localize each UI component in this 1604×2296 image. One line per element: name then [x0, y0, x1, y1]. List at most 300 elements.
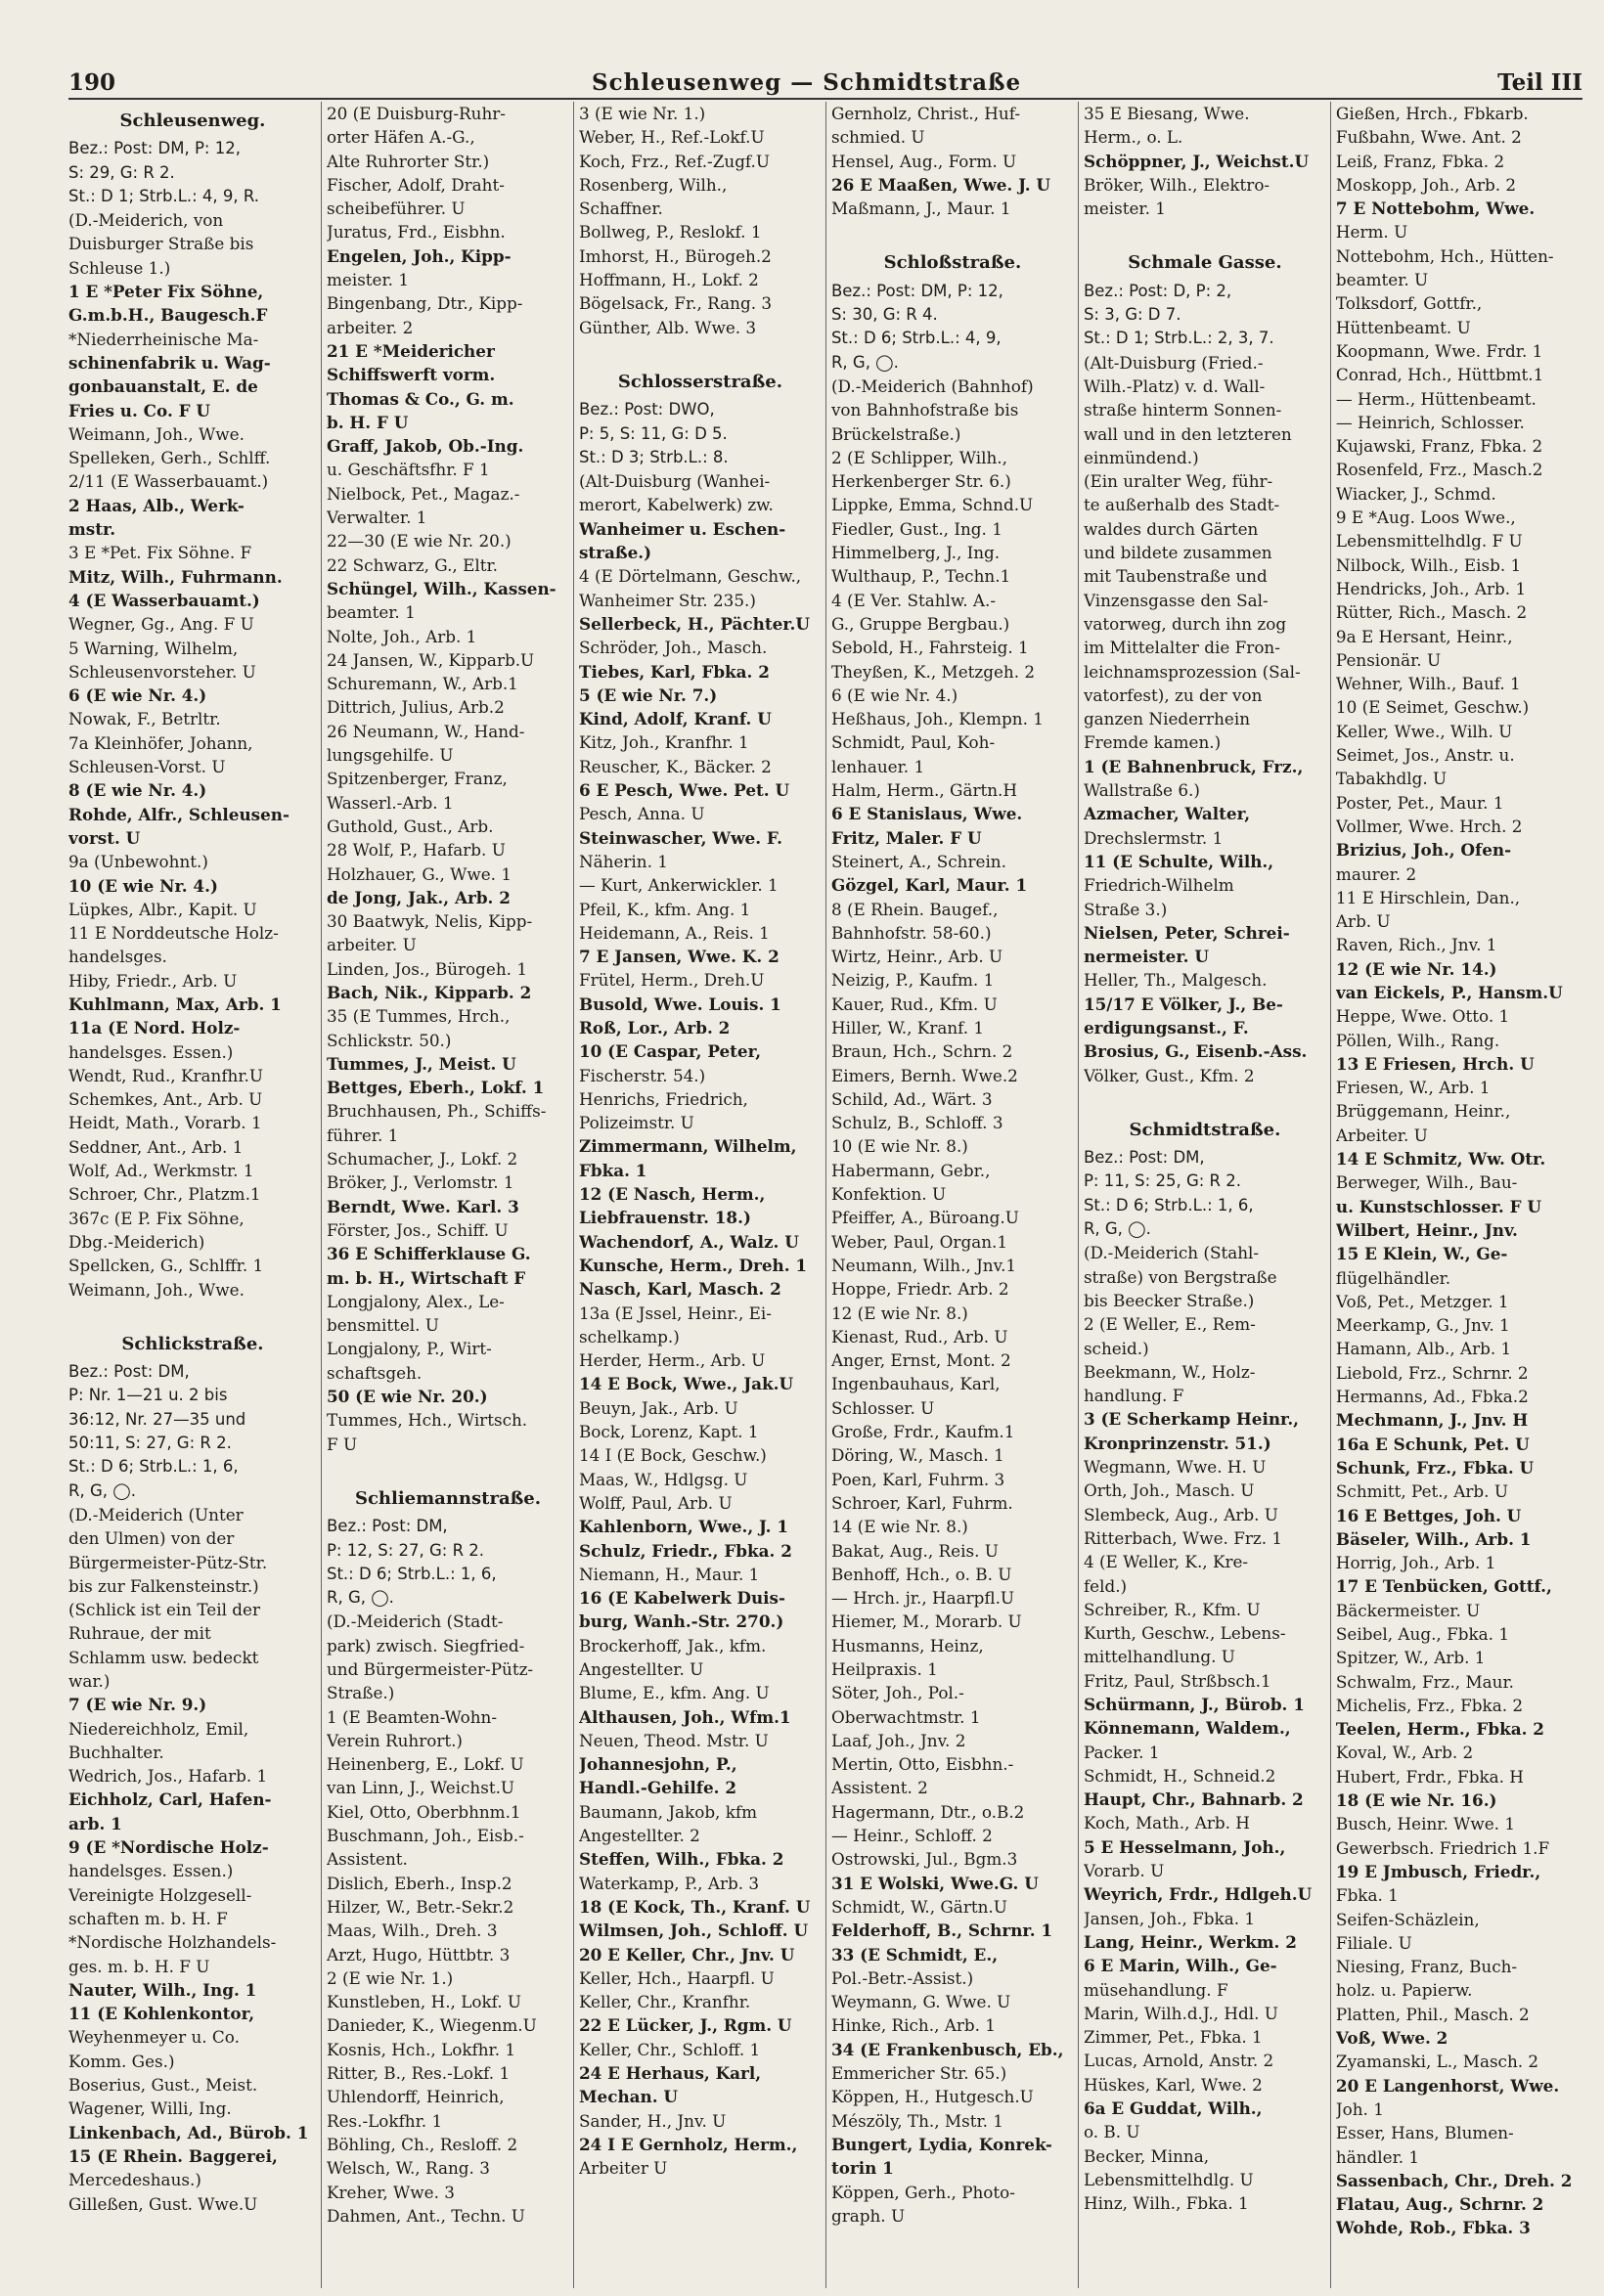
- directory-line: Schemkes, Ant., Arb. U: [68, 1089, 263, 1110]
- directory-line: F U: [326, 1434, 358, 1454]
- directory-line: Bez.: Post: DM, P: 12,: [830, 281, 1003, 300]
- directory-line: Braun, Hch., Schrn. 2: [830, 1041, 1013, 1062]
- directory-line: Wasserl.-Arb. 1: [326, 792, 454, 813]
- directory-line: Pol.-Betr.-Assist.): [830, 1967, 974, 1988]
- directory-line: Rosenberg, Wilh.,: [578, 174, 728, 195]
- directory-line: Pöllen, Wilh., Rang.: [1335, 1030, 1500, 1050]
- directory-line: Schulz, Friedr., Fbka. 2: [578, 1540, 792, 1561]
- directory-line: Hüskes, Karl, Wwe. 2: [1083, 2074, 1263, 2095]
- directory-line: Mercedeshaus.): [68, 2170, 201, 2190]
- directory-line: Mészöly, Th., Mstr. 1: [830, 2110, 1003, 2131]
- column-3: [573, 102, 825, 2288]
- directory-line: 9 (E *Nordische Holz-: [68, 1837, 269, 1858]
- directory-line: Brückelstraße.): [830, 423, 961, 444]
- directory-line: Hiller, W., Kranf. 1: [830, 1017, 985, 1038]
- directory-line: 2 (E wie Nr. 1.): [326, 1967, 454, 1988]
- directory-line: (D.-Meiderich (Bahnhof): [830, 375, 1034, 396]
- directory-columns: [68, 102, 1582, 2288]
- directory-line: Leiß, Franz, Fbka. 2: [1335, 151, 1505, 171]
- directory-line: Wedrich, Jos., Hafarb. 1: [68, 1766, 268, 1787]
- directory-line: Wilbert, Heinr., Jnv.: [1335, 1219, 1518, 1240]
- directory-line: schaften m. b. H. F: [68, 1908, 228, 1928]
- directory-line: Spitzer, W., Arb. 1: [1335, 1648, 1486, 1668]
- directory-line: Nilbock, Wilh., Eisb. 1: [1335, 554, 1522, 575]
- directory-line: St.: D 6; Strb.L.: 1, 6,: [68, 1457, 239, 1477]
- directory-line: Longjalony, Alex., Le-: [326, 1291, 505, 1311]
- directory-line: 36:12, Nr. 27—35 und: [68, 1409, 246, 1429]
- directory-line: Voß, Wwe. 2: [1335, 2028, 1448, 2049]
- directory-line: merort, Kabelwerk) zw.: [578, 495, 774, 515]
- directory-line: 7 E Nottebohm, Wwe.: [1335, 199, 1536, 219]
- directory-line: Pesch, Anna. U: [578, 804, 705, 824]
- directory-line: Gözgel, Karl, Maur. 1: [830, 875, 1028, 896]
- directory-line: Zimmer, Pet., Fbka. 1: [1083, 2027, 1263, 2048]
- directory-line: 2/11 (E Wasserbauamt.): [68, 471, 269, 492]
- directory-line: 1 (E Bahnenbruck, Frz.,: [1083, 756, 1304, 776]
- directory-line: Hagermann, Dtr., o.B.2: [830, 1801, 1025, 1822]
- directory-line: Köppen, H., Hutgesch.U: [830, 2087, 1034, 2107]
- street-heading: Schmidtstraße.: [1129, 1119, 1281, 1140]
- directory-line: Schlickstr. 50.): [326, 1030, 452, 1050]
- directory-line: Hensel, Aug., Form. U: [830, 151, 1017, 171]
- street-heading: Schloßstraße.: [883, 252, 1022, 274]
- directory-line: Schmidt, W., Gärtn.U: [830, 1896, 1007, 1917]
- directory-line: Wegner, Gg., Ang. F U: [68, 614, 254, 635]
- directory-line: Hiby, Friedr., Arb. U: [68, 970, 238, 991]
- directory-line: Waterkamp, P., Arb. 3: [578, 1873, 760, 1893]
- directory-line: Conrad, Hch., Hüttbmt.1: [1335, 365, 1544, 385]
- directory-line: Dislich, Eberh., Insp.2: [326, 1873, 512, 1893]
- directory-line: Keller, Hch., Haarpfl. U: [578, 1967, 775, 1988]
- directory-line: m. b. H., Wirtschaft F: [326, 1267, 526, 1288]
- directory-line: 1 (E Beamten-Wohn-: [326, 1706, 498, 1727]
- directory-line: Sellerbeck, H., Pächter.U: [578, 613, 811, 634]
- directory-line: Herm. U: [1335, 222, 1408, 243]
- directory-line: Filiale. U: [1335, 1932, 1412, 1953]
- directory-line: u. Kunstschlosser. F U: [1335, 1196, 1542, 1216]
- directory-line: Ruhraue, der mit: [68, 1623, 211, 1644]
- directory-line: St.: D 1; Strb.L.: 4, 9, R.: [68, 186, 260, 205]
- directory-line: Engelen, Joh., Kipp-: [326, 245, 512, 266]
- directory-line: 50:11, S: 27, G: R 2.: [68, 1434, 232, 1453]
- directory-line: 9a E Hersant, Heinr.,: [1335, 626, 1513, 646]
- directory-line: Fischerstr. 54.): [578, 1065, 706, 1085]
- directory-line: Keller, Wwe., Wilh. U: [1335, 721, 1513, 741]
- directory-line: Res.-Lokfhr. 1: [326, 2110, 443, 2131]
- directory-line: Assistent. 2: [830, 1778, 928, 1798]
- directory-line: 24 Jansen, W., Kipparb.U: [326, 649, 535, 670]
- directory-line: Laaf, Joh., Jnv. 2: [830, 1730, 966, 1750]
- directory-line: 36 E Schifferklause G.: [326, 1244, 531, 1264]
- directory-line: Raven, Rich., Jnv. 1: [1335, 935, 1497, 955]
- directory-line: Bürgermeister-Pütz-Str.: [68, 1552, 268, 1572]
- directory-line: Hoffmann, H., Lokf. 2: [578, 270, 759, 290]
- directory-line: — Heinr., Schloff. 2: [830, 1826, 993, 1846]
- directory-line: Hubert, Frdr., Fbka. H: [1335, 1766, 1524, 1787]
- street-heading: Schlosserstraße.: [617, 371, 782, 392]
- directory-line: de Jong, Jak., Arb. 2: [326, 887, 511, 907]
- directory-line: Bettges, Eberh., Lokf. 1: [326, 1078, 545, 1098]
- directory-line: Fußbahn, Wwe. Ant. 2: [1335, 127, 1522, 148]
- spacer: [327, 1456, 569, 1479]
- directory-line: R, G, ◯.: [68, 1480, 136, 1500]
- directory-line: Becker, Minna,: [1083, 2145, 1210, 2166]
- directory-line: St.: D 6; Strb.L.: 1, 6,: [326, 1564, 497, 1583]
- directory-line: Heßhaus, Joh., Klempn. 1: [830, 709, 1044, 729]
- directory-line: Kind, Adolf, Kranf. U: [578, 709, 772, 729]
- directory-line: Maßmann, J., Maur. 1: [830, 199, 1011, 219]
- directory-line: Polizeimstr. U: [578, 1113, 694, 1133]
- directory-line: Spellcken, G., Schlffr. 1: [68, 1256, 264, 1276]
- column-2: [321, 102, 573, 2288]
- directory-line: bis Beecker Straße.): [1083, 1290, 1255, 1310]
- directory-line: Juratus, Frd., Eisbhn.: [326, 222, 506, 243]
- directory-line: 22 E Lücker, J., Rgm. U: [578, 2015, 792, 2036]
- directory-line: Kurth, Geschw., Lebens-: [1083, 1623, 1286, 1644]
- directory-line: Kuhlmann, Max, Arb. 1: [68, 993, 282, 1014]
- directory-line: Tolksdorf, Gottfr.,: [1335, 293, 1483, 314]
- directory-line: Schleusenvorsteher. U: [68, 661, 256, 682]
- directory-line: 15/17 E Völker, J., Be-: [1083, 993, 1283, 1014]
- directory-line: Angestellter. 2: [578, 1826, 700, 1846]
- directory-line: 4 (E Dörtelmann, Geschw.,: [578, 566, 802, 587]
- directory-line: Sebold, H., Fahrsteig. 1: [830, 638, 1029, 658]
- directory-line: schelkamp.): [578, 1326, 680, 1347]
- directory-line: 20 E Langenhorst, Wwe.: [1335, 2075, 1560, 2096]
- directory-line: Blume, E., kfm. Ang. U: [578, 1683, 770, 1703]
- directory-line: handelsges. Essen.): [68, 1861, 234, 1881]
- directory-line: 10 (E wie Nr. 4.): [68, 875, 218, 896]
- directory-line: 7 (E wie Nr. 9.): [68, 1695, 207, 1715]
- directory-line: Bröker, Wilh., Elektro-: [1083, 174, 1270, 195]
- directory-line: Alte Ruhrorter Str.): [326, 151, 490, 171]
- directory-line: Bungert, Lydia, Konrek-: [830, 2134, 1052, 2154]
- directory-line: maurer. 2: [1335, 863, 1417, 884]
- directory-line: 4 (E Weller, K., Kre-: [1083, 1552, 1249, 1572]
- directory-line: R, G, ◯.: [830, 352, 899, 372]
- directory-line: — Herm., Hüttenbeamt.: [1335, 388, 1537, 409]
- directory-line: 2 (E Schlipper, Wilh.,: [830, 447, 1007, 467]
- directory-line: St.: D 6; Strb.L.: 4, 9,: [830, 329, 1002, 348]
- directory-line: Michelis, Frz., Fbka. 2: [1335, 1695, 1524, 1715]
- spacer: [68, 1302, 317, 1325]
- directory-line: Bruchhausen, Ph., Schiffs-: [326, 1101, 547, 1122]
- directory-line: schaftsgeh.: [326, 1362, 423, 1383]
- directory-line: Weimann, Joh., Wwe.: [68, 1279, 245, 1300]
- directory-line: Nielbock, Pet., Magaz.-: [326, 483, 520, 504]
- directory-line: Wanheimer u. Eschen-: [578, 518, 786, 539]
- directory-line: o. B. U: [1083, 2122, 1140, 2142]
- directory-line: Husmanns, Heinz,: [830, 1635, 984, 1656]
- directory-line: Fritz, Maler. F U: [830, 827, 982, 848]
- directory-line: Lebensmittelhdlg. F U: [1335, 531, 1523, 552]
- directory-line: vatorweg, durch ihn zog: [1083, 613, 1287, 634]
- directory-line: Joh. 1: [1335, 2098, 1384, 2119]
- directory-line: van Eickels, P., Hansm.U: [1335, 982, 1563, 1002]
- directory-line: 6 E Stanislaus, Wwe.: [830, 804, 1023, 824]
- directory-line: 3 (E wie Nr. 1.): [578, 104, 706, 123]
- directory-line: Schwalm, Frz., Maur.: [1335, 1671, 1514, 1692]
- directory-line: 6 (E wie Nr. 4.): [830, 684, 958, 705]
- directory-line: St.: D 6; Strb.L.: 1, 6,: [1083, 1195, 1254, 1214]
- directory-line: Köppen, Gerh., Photo-: [830, 2182, 1015, 2202]
- directory-line: Welsch, W., Rang. 3: [326, 2158, 490, 2179]
- directory-line: Assistent.: [326, 1849, 408, 1870]
- directory-line: graph. U: [830, 2205, 906, 2226]
- directory-line: P: Nr. 1—21 u. 2 bis: [68, 1386, 228, 1405]
- directory-line: Baumann, Jakob, kfm: [578, 1801, 758, 1822]
- directory-line: Lang, Heinr., Werkm. 2: [1083, 1931, 1297, 1952]
- directory-line: müsehandlung. F: [1083, 1979, 1228, 2000]
- directory-line: Orth, Joh., Masch. U: [1083, 1480, 1255, 1501]
- directory-line: Bock, Lorenz, Kapt. 1: [578, 1422, 759, 1442]
- directory-line: Schulz, B., Schloff. 3: [830, 1113, 1003, 1133]
- directory-line: waldes durch Gärten: [1083, 518, 1259, 539]
- directory-line: Maas, W., Hdlgsg. U: [578, 1469, 748, 1489]
- directory-line: beamter. 1: [326, 602, 416, 623]
- directory-line: Mitz, Wilh., Fuhrmann.: [68, 566, 283, 587]
- directory-line: 15 (E Rhein. Baggerei,: [68, 2145, 278, 2166]
- directory-line: Nauter, Wilh., Ing. 1: [68, 1979, 257, 2000]
- directory-line: Koch, Frz., Ref.-Zugf.U: [578, 151, 771, 171]
- directory-line: Heilpraxis. 1: [830, 1659, 938, 1679]
- directory-line: Herder, Herm., Arb. U: [578, 1350, 766, 1371]
- directory-line: Jansen, Joh., Fbka. 1: [1083, 1908, 1256, 1928]
- directory-line: Kosnis, Hch., Lokfhr. 1: [326, 2039, 516, 2059]
- directory-line: 16a E Schunk, Pet. U: [1335, 1434, 1530, 1454]
- directory-line: Buchhalter.: [68, 1742, 164, 1762]
- directory-line: 14 E Bock, Wwe., Jak.U: [578, 1374, 794, 1394]
- directory-line: Niesing, Franz, Buch-: [1335, 1957, 1518, 1977]
- directory-line: Sassenbach, Chr., Dreh. 2: [1335, 2170, 1573, 2190]
- directory-line: Roß, Lor., Arb. 2: [578, 1017, 731, 1038]
- directory-line: den Ulmen) von der: [68, 1528, 235, 1549]
- directory-line: Moskopp, Joh., Arb. 2: [1335, 174, 1517, 195]
- directory-line: Frütel, Herm., Dreh.U: [578, 970, 765, 991]
- directory-line: Marin, Wilh.d.J., Hdl. U: [1083, 2003, 1278, 2023]
- directory-line: meister. 1: [1083, 199, 1166, 219]
- directory-line: Mertin, Otto, Eisbhn.-: [830, 1754, 1014, 1775]
- directory-line: Nielsen, Peter, Schrei-: [1083, 922, 1290, 943]
- directory-line: Schröder, Joh., Masch.: [578, 638, 768, 658]
- directory-line: 34 (E Frankenbusch, Eb.,: [830, 2039, 1064, 2059]
- directory-line: 11a (E Nord. Holz-: [68, 1018, 241, 1038]
- directory-line: Neuen, Theod. Mstr. U: [578, 1730, 769, 1750]
- directory-line: Fries u. Co. F U: [68, 400, 211, 420]
- directory-line: bensmittel. U: [326, 1315, 439, 1336]
- directory-line: Beuyn, Jak., Arb. U: [578, 1397, 738, 1418]
- directory-line: Bakat, Aug., Reis. U: [830, 1540, 999, 1561]
- directory-line: Gießen, Hrch., Fbkarb.: [1335, 104, 1529, 123]
- directory-line: Vorarb. U: [1083, 1861, 1165, 1881]
- directory-line: Bahnhofstr. 58-60.): [830, 922, 992, 943]
- directory-line: Kauer, Rud., Kfm. U: [830, 993, 998, 1014]
- directory-line: Linkenbach, Ad., Bürob. 1: [68, 2122, 309, 2142]
- directory-line: 6 E Marin, Wilh., Ge-: [1083, 1956, 1277, 1976]
- directory-line: 12 (E Nasch, Herm.,: [578, 1184, 766, 1205]
- directory-line: b. H. F U: [326, 412, 409, 432]
- directory-line: 367c (E P. Fix Söhne,: [68, 1208, 245, 1228]
- directory-line: Arbeiter. U: [1335, 1125, 1428, 1145]
- directory-line: leichnamsprozession (Sal-: [1083, 661, 1301, 682]
- directory-line: Voß, Pet., Metzger. 1: [1335, 1291, 1509, 1311]
- directory-line: Lebensmittelhdlg. U: [1083, 2169, 1254, 2189]
- directory-line: 26 E Maaßen, Wwe. J. U: [830, 174, 1051, 195]
- directory-line: Dahmen, Ant., Techn. U: [326, 2205, 525, 2226]
- directory-line: Busold, Wwe. Louis. 1: [578, 993, 781, 1014]
- directory-line: lenhauer. 1: [830, 756, 925, 776]
- directory-line: Schlosser. U: [830, 1397, 935, 1418]
- directory-line: Schild, Ad., Wärt. 3: [830, 1088, 993, 1109]
- directory-line: Niedereichholz, Emil,: [68, 1718, 249, 1739]
- directory-line: Weyrich, Frdr., Hdlgeh.U: [1083, 1884, 1313, 1905]
- directory-line: Arb. U: [1335, 911, 1391, 932]
- directory-line: Ritterbach, Wwe. Frz. 1: [1083, 1527, 1283, 1548]
- directory-line: Heidt, Math., Vorarb. 1: [68, 1113, 262, 1133]
- directory-line: 26 Neumann, W., Hand-: [326, 721, 525, 741]
- directory-line: park) zwisch. Siegfried-: [326, 1635, 525, 1656]
- directory-line: Fbka. 1: [578, 1160, 647, 1180]
- directory-line: 13a (E Jssel, Heinr., Ei-: [578, 1303, 772, 1323]
- directory-line: einmündend.): [1083, 447, 1199, 467]
- directory-line: Seimet, Jos., Anstr. u.: [1335, 745, 1515, 766]
- directory-line: 20 (E Duisburg-Ruhr-: [326, 104, 506, 123]
- directory-line: Zyamanski, L., Masch. 2: [1335, 2052, 1539, 2072]
- directory-line: vatorfest), zu der von: [1083, 684, 1263, 705]
- directory-line: 5 Warning, Wilhelm,: [68, 638, 239, 658]
- directory-line: Herm., o. L.: [1083, 127, 1183, 148]
- directory-line: Bäseler, Wilh., Arb. 1: [1335, 1528, 1532, 1549]
- directory-line: Wirtz, Heinr., Arb. U: [830, 947, 1003, 967]
- directory-line: Teelen, Herm., Fbka. 2: [1335, 1719, 1544, 1740]
- directory-line: meister. 1: [326, 270, 410, 290]
- directory-line: P: 11, S: 25, G: R 2.: [1083, 1171, 1241, 1191]
- directory-line: Poster, Pet., Maur. 1: [1335, 792, 1504, 813]
- directory-line: (Ein uralter Weg, führ-: [1083, 471, 1273, 492]
- directory-line: (Alt-Duisburg (Fried.-: [1083, 352, 1264, 373]
- directory-line: Pfeil, K., kfm. Ang. 1: [578, 899, 751, 919]
- directory-line: handlung. F: [1083, 1386, 1184, 1406]
- directory-line: Schiffswerft vorm.: [326, 365, 496, 385]
- directory-line: Busch, Heinr. Wwe. 1: [1335, 1814, 1516, 1834]
- directory-line: beamter. U: [1335, 270, 1429, 290]
- directory-line: Hermanns, Ad., Fbka.2: [1335, 1387, 1529, 1407]
- directory-line: Theyßen, K., Metzgeh. 2: [830, 661, 1036, 682]
- directory-line: 6 (E wie Nr. 4.): [68, 685, 207, 706]
- directory-line: Schroer, Karl, Fuhrm.: [830, 1492, 1013, 1513]
- directory-line: Schreiber, R., Kfm. U: [1083, 1599, 1261, 1619]
- directory-line: Zimmermann, Wilhelm,: [578, 1136, 797, 1157]
- directory-line: 11 E Hirschlein, Dan.,: [1335, 887, 1521, 907]
- directory-line: Vereinigte Holzgesell-: [68, 1884, 252, 1905]
- directory-line: *Niederrheinische Ma-: [68, 329, 259, 349]
- directory-line: Eimers, Bernh. Wwe.2: [830, 1065, 1018, 1085]
- directory-line: Hinke, Rich., Arb. 1: [830, 2015, 996, 2036]
- column-6: [1330, 102, 1582, 2288]
- directory-line: Ritter, B., Res.-Lokf. 1: [326, 2063, 511, 2084]
- directory-line: Bögelsack, Fr., Rang. 3: [578, 293, 773, 314]
- directory-line: Nasch, Karl, Masch. 2: [578, 1279, 781, 1300]
- directory-line: Schuremann, W., Arb.1: [326, 674, 518, 694]
- directory-line: 3 (E Scherkamp Heinr.,: [1083, 1409, 1300, 1430]
- directory-line: 4 (E Wasserbauamt.): [68, 590, 260, 610]
- directory-line: 24 I E Gernholz, Herm.,: [578, 2134, 798, 2154]
- directory-line: Tummes, J., Meist. U: [326, 1053, 516, 1074]
- street-heading: Schleusenweg.: [119, 110, 266, 131]
- directory-line: Könnemann, Waldem.,: [1083, 1718, 1291, 1739]
- directory-line: 18 (E Kock, Th., Kranf. U: [578, 1896, 811, 1917]
- directory-line: 7a Kleinhöfer, Johann,: [68, 732, 253, 753]
- directory-line: Weymann, G. Wwe. U: [830, 1992, 1011, 2012]
- directory-line: Anger, Ernst, Mont. 2: [830, 1350, 1011, 1371]
- directory-line: Komm. Ges.): [68, 2051, 175, 2071]
- directory-line: Konfektion. U: [830, 1184, 947, 1205]
- directory-line: Hilzer, W., Betr.-Sekr.2: [326, 1896, 514, 1917]
- directory-line: Pfeiffer, A., Büroang.U: [830, 1208, 1019, 1228]
- directory-line: Straße 3.): [1083, 899, 1168, 919]
- directory-line: Bäckermeister. U: [1335, 1600, 1481, 1620]
- directory-line: P: 5, S: 11, G: D 5.: [578, 423, 728, 443]
- directory-line: 19 E Jmbusch, Friedr.,: [1335, 1861, 1541, 1881]
- directory-line: Koch, Math., Arb. H: [1083, 1813, 1250, 1833]
- directory-line: Koopmann, Wwe. Frdr. 1: [1335, 340, 1543, 361]
- directory-line: *Nordische Holzhandels-: [68, 1932, 277, 1953]
- directory-line: Berweger, Wilh., Bau-: [1335, 1172, 1518, 1193]
- directory-line: 12 (E wie Nr. 14.): [1335, 958, 1497, 979]
- directory-line: — Hrch. jr., Haarpfl.U: [830, 1588, 1015, 1609]
- directory-line: — Kurt, Ankerwickler. 1: [578, 875, 779, 896]
- directory-line: Eichholz, Carl, Hafen-: [68, 1789, 272, 1810]
- directory-line: Althausen, Joh., Wfm.1: [578, 1706, 791, 1727]
- directory-line: Thomas & Co., G. m.: [326, 388, 514, 409]
- directory-line: mit Taubenstraße und: [1083, 566, 1268, 587]
- directory-line: Wilmsen, Joh., Schloff. U: [578, 1921, 809, 1941]
- directory-line: scheid.): [1083, 1338, 1149, 1358]
- directory-line: Wallstraße 6.): [1083, 780, 1200, 801]
- directory-line: torin 1: [830, 2158, 894, 2179]
- directory-line: Heller, Th., Malgesch.: [1083, 970, 1268, 991]
- directory-line: Maas, Wilh., Dreh. 3: [326, 1921, 498, 1941]
- directory-line: Rütter, Rich., Masch. 2: [1335, 602, 1528, 623]
- directory-line: Kienast, Rud., Arb. U: [830, 1326, 1008, 1347]
- directory-line: 16 E Bettges, Joh. U: [1335, 1505, 1522, 1525]
- directory-line: Bröker, J., Verlomstr. 1: [326, 1172, 514, 1193]
- directory-line: 3 E *Pet. Fix Söhne. F: [68, 543, 252, 563]
- directory-line: Spitzenberger, Franz,: [326, 769, 508, 789]
- directory-line: flügelhändler.: [1335, 1267, 1451, 1288]
- directory-line: 28 Wolf, P., Hafarb. U: [326, 840, 506, 861]
- directory-line: (D.-Meiderich (Unter: [68, 1504, 244, 1524]
- directory-line: war.): [68, 1671, 111, 1691]
- directory-line: 35 (E Tummes, Hrch.,: [326, 1006, 511, 1027]
- directory-line: erdigungsanst., F.: [1083, 1017, 1249, 1038]
- directory-line: G.m.b.H., Baugesch.F: [68, 305, 268, 326]
- directory-line: Gilleßen, Gust. Wwe.U: [68, 2193, 258, 2214]
- directory-line: (Schlick ist ein Teil der: [68, 1600, 260, 1620]
- directory-line: lungsgehilfe. U: [326, 745, 454, 766]
- directory-line: (D.-Meiderich (Stadt-: [326, 1612, 504, 1632]
- directory-line: Schmidt, Paul, Koh-: [830, 732, 996, 753]
- directory-line: 17 E Tenbücken, Gottf.,: [1335, 1576, 1552, 1597]
- directory-line: Heinenberg, E., Lokf. U: [326, 1754, 524, 1775]
- directory-line: mstr.: [68, 519, 116, 540]
- directory-line: Lippke, Emma, Schnd.U: [830, 495, 1034, 515]
- directory-line: Wilh.-Platz) v. d. Wall-: [1083, 375, 1266, 396]
- directory-line: Flatau, Aug., Schrnr. 2: [1335, 2194, 1544, 2215]
- directory-line: Wolff, Paul, Arb. U: [578, 1492, 733, 1513]
- directory-line: Packer. 1: [1083, 1742, 1160, 1762]
- directory-line: Günther, Alb. Wwe. 3: [578, 317, 757, 337]
